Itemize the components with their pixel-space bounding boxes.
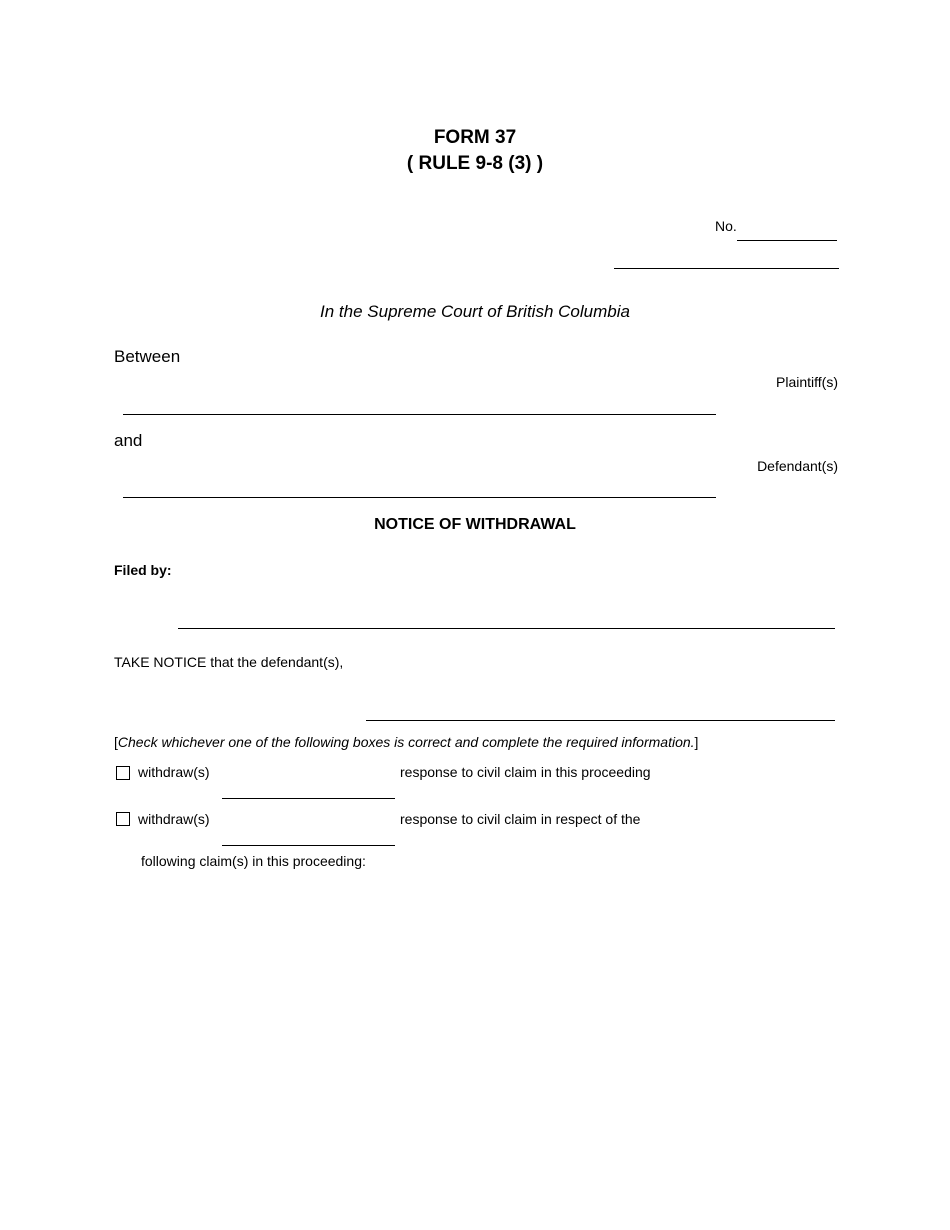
option-1-checkbox[interactable] — [116, 766, 130, 780]
defendant-names-field[interactable] — [366, 720, 835, 721]
between-label: Between — [114, 347, 181, 366]
plaintiff-label: Plaintiff(s) — [776, 374, 838, 390]
option-2-text: response to civil claim in respect of the — [400, 811, 641, 827]
plaintiff-name-field[interactable] — [123, 414, 716, 415]
option-2-checkbox[interactable] — [116, 812, 130, 826]
filed-by-field[interactable] — [178, 628, 835, 629]
registry-field[interactable] — [614, 268, 839, 269]
form-rule: ( RULE 9-8 (3) ) — [406, 153, 544, 174]
defendant-name-field[interactable] — [123, 497, 716, 498]
option-1-label: withdraw(s) — [138, 764, 210, 780]
form-number: FORM 37 — [433, 127, 517, 148]
filed-by-label: Filed by: — [114, 562, 172, 578]
and-label: and — [114, 431, 143, 450]
option-1-field[interactable] — [222, 798, 395, 799]
option-2-field[interactable] — [222, 845, 395, 846]
take-notice-text: TAKE NOTICE that the defendant(s), — [114, 654, 344, 670]
option-2-label: withdraw(s) — [138, 811, 210, 827]
instructions: [Check whichever one of the following boxes is correct and complete the required information.] — [114, 734, 699, 750]
court-name: In the Supreme Court of British Columbia — [320, 302, 630, 321]
option-1-text: response to civil claim in this proceeding — [400, 764, 651, 780]
option-2-continuation: following claim(s) in this proceeding: — [141, 853, 366, 869]
file-number-field[interactable] — [737, 240, 837, 241]
defendant-label: Defendant(s) — [757, 458, 838, 474]
file-number-label: No. — [715, 218, 737, 234]
notice-title: NOTICE OF WITHDRAWAL — [374, 516, 576, 533]
